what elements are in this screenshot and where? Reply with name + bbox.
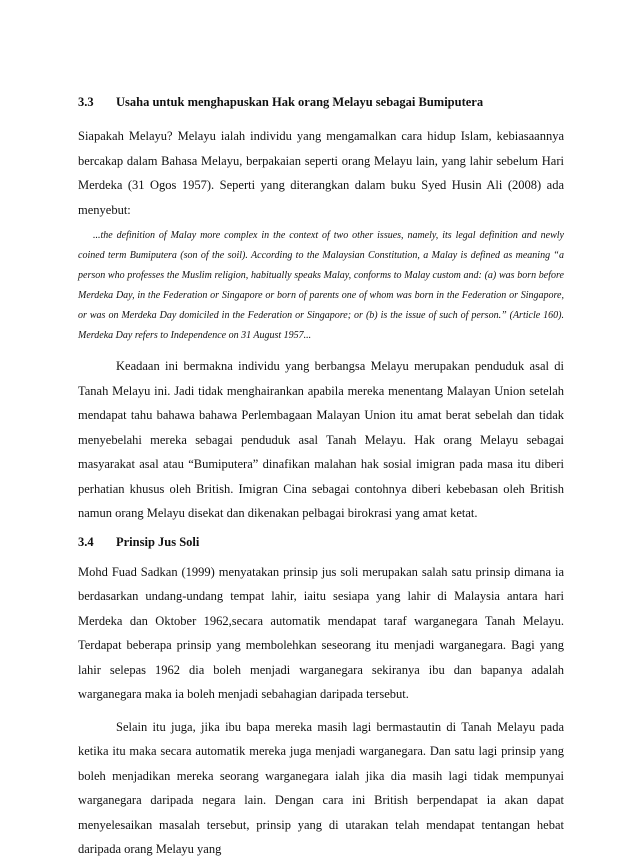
paragraph: Keadaan ini bermakna individu yang berbangsa Melayu merupakan penduduk asal di Tanah Melayu ini. Jadi tidak menghairankan apabila mereka menentang Malayan Union setelah mendapat tahu bahawa bahawa Perlembagaan Malayan Union itu amat berat sebelah dan tidak menyebelahi mereka sebagai penduduk asal Tanah Melayu. Hak orang Melayu sebagai masyarakat asal atau “Bumiputera” dinafikan malahan hak sosial imigran pada masa itu diberi perhatian khusus oleh British. Imigran Cina sebagai contohnya diberi kebebasan oleh British namun orang Melayu disekat dan dikenakan pelbagai birokrasi yang amat ketat. <box>78 359 564 520</box>
paragraph: Siapakah Melayu? Melayu ialah individu yang mengamalkan cara hidup Islam, kebiasaannya bercakap dalam Bahasa Melayu, berpakaian seperti orang Melayu lain, yang lahir sebelum Hari Merdeka (31 Ogos 1957). Seperti yang diterangkan dalam buku Syed Husin Ali (2008) ada menyebut: <box>78 129 564 217</box>
block-quote: ...the definition of Malay more complex in the context of two other issues, namely, its legal definition and newly coined term Bumiputera (son of the soil). According to the Malaysian Constitution, a Malay is defined as meaning “a person who professes the Muslim religion, habitually speaks Malay, conforms to Malay custom and: (a) was born before Merdeka Day, in the Federation or Singapore or born of parents one of whom was born in the Federation or Singapore, or was on Merdeka Day domiciled in the Federation or Singapore; or (b) is the issue of such of person.” (Article 160). Merdeka Day refers to Independence on 31 August 1957... <box>78 230 564 341</box>
section-title: Usaha untuk menghapuskan Hak orang Melayu sebagai Bumiputera <box>116 95 484 109</box>
page-content <box>78 94 564 862</box>
paragraph: Selain itu juga, jika ibu bapa mereka masih lagi bermastautin di Tanah Melayu pada ketika itu maka secara automatik mereka juga menjadi warganegara. Dan satu lagi prinsip yang boleh menjadikan mereka seorang warganegara ialah jika dia masih lagi tidak mempunyai warganegara daripada negara lain. Dengan cara ini British berpendapat ia akan dapat menyelesaikan masalah tersebut, prinsip yang di utarakan telah mendapat tentangan hebat daripada orang Melayu yang <box>78 719 564 856</box>
section-3-4-heading <box>78 534 564 550</box>
section-number: 3.3 <box>78 95 94 109</box>
paragraph: Mohd Fuad Sadkan (1999) menyatakan prinsip jus soli merupakan salah satu prinsip dimana ia berdasarkan undang-undang tempat lahir, iaitu sesiapa yang lahir di Malaysia antara hari Merdeka dan Oktober 1962,secara automatik mendapat taraf warganegara Tanah Melayu. Terdapat beberapa prinsip yang membolehkan seseorang itu menjadi warganegara. Bagi yang lahir selepas 1962 dia boleh menjadi warganegara sekiranya ibu dan bapanya adalah warganegara maka ia boleh menjadi sebahagian daripada tersebut. <box>78 564 564 701</box>
section-title: Prinsip Jus Soli <box>116 534 200 549</box>
section-3-3-heading <box>78 94 564 110</box>
section-number: 3.4 <box>78 534 94 549</box>
